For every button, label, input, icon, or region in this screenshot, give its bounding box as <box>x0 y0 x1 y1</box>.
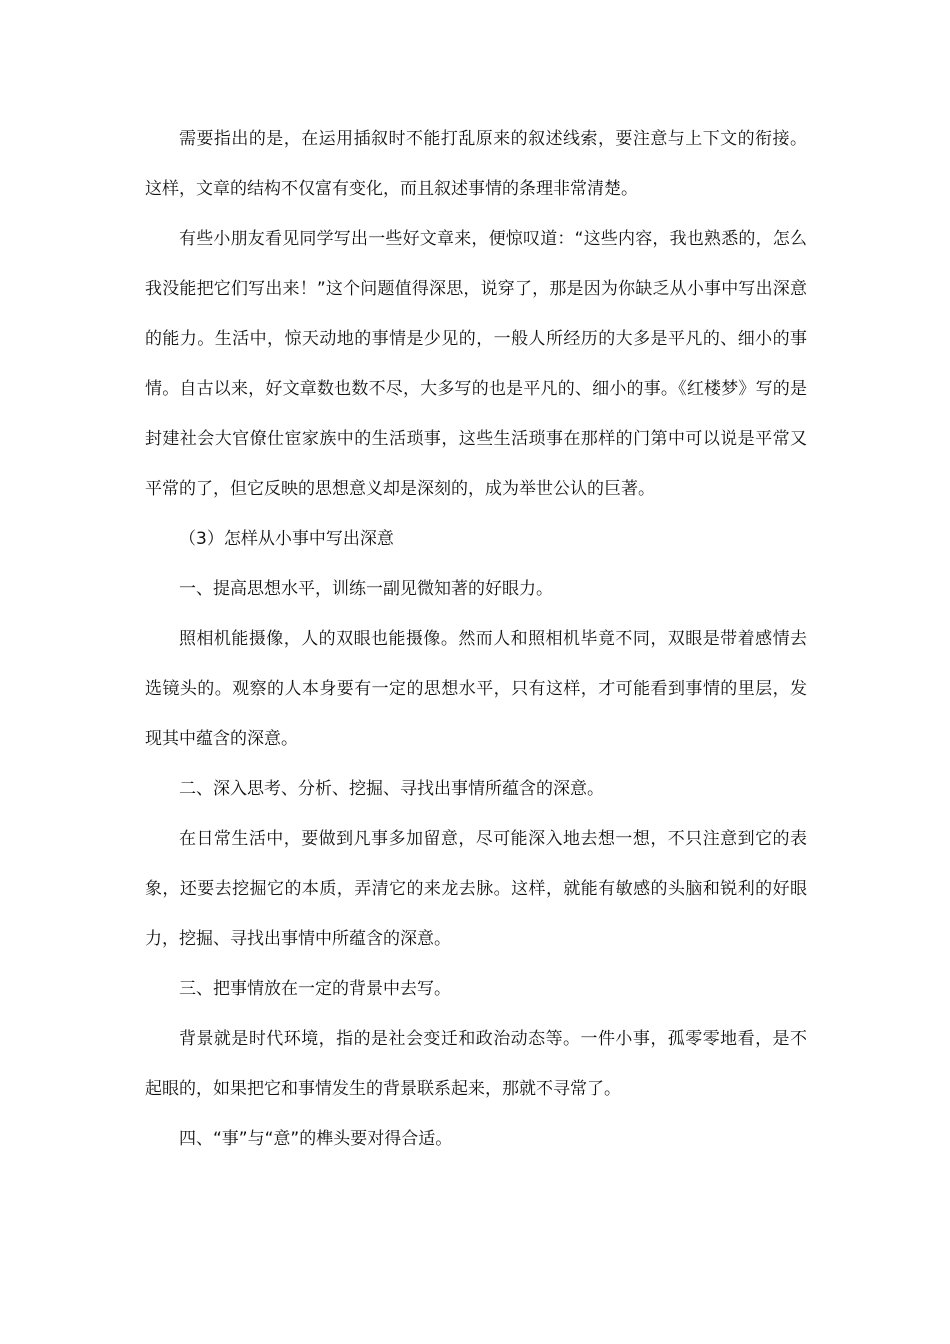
point-two-body: 在日常生活中，要做到凡事多加留意，尽可能深入地去想一想，不只注意到它的表象，还要去挖掘它的本质，弄清它的来龙去脉。这样，就能有敏感的头脑和锐利的好眼力，挖掘、寻找出事情中所蕴含的深意。 <box>145 829 807 949</box>
point-one-body: 照相机能摄像，人的双眼也能摄像。然而人和照相机毕竟不同，双眼是带着感情去选镜头的。观察的人本身要有一定的思想水平，只有这样，才可能看到事情的里层，发现其中蕴含的深意。 <box>145 629 807 749</box>
point-three-heading: 三、把事情放在一定的背景中去写。 <box>179 979 451 999</box>
section-heading-how-to-write: （3）怎样从小事中写出深意 <box>179 529 394 549</box>
point-one-heading: 一、提高思想水平，训练一副见微知著的好眼力。 <box>179 579 553 599</box>
paragraph-interpolation-note: 需要指出的是，在运用插叙时不能打乱原来的叙述线索，要注意与上下文的衔接。这样，文章的结构不仅富有变化，而且叙述事情的条理非常清楚。 <box>145 129 807 199</box>
paragraph-small-things-deep-meaning: 有些小朋友看见同学写出一些好文章来，便惊叹道：“这些内容，我也熟悉的，怎么我没能把它们写出来！”这个问题值得深思，说穿了，那是因为你缺乏从小事中写出深意的能力。生活中，惊天动地的事情是少见的，一般人所经历的大多是平凡的、细小的事情。自古以来，好文章数也数不尽，大多写的也是平凡的、细小的事。《红楼梦》写的是封建社会大官僚仕宦家族中的生活琐事，这些生活琐事在那样的门第中可以说是平常又平常的了，但它反映的思想意义却是深刻的，成为举世公认的巨著。 <box>145 229 807 499</box>
point-four-heading: 四、“事”与“意”的榫头要对得合适。 <box>179 1129 453 1149</box>
document-body <box>145 114 807 1164</box>
point-two-heading: 二、深入思考、分析、挖掘、寻找出事情所蕴含的深意。 <box>179 779 604 799</box>
point-three-body: 背景就是时代环境，指的是社会变迁和政治动态等。一件小事，孤零零地看，是不起眼的，如果把它和事情发生的背景联系起来，那就不寻常了。 <box>145 1029 807 1099</box>
